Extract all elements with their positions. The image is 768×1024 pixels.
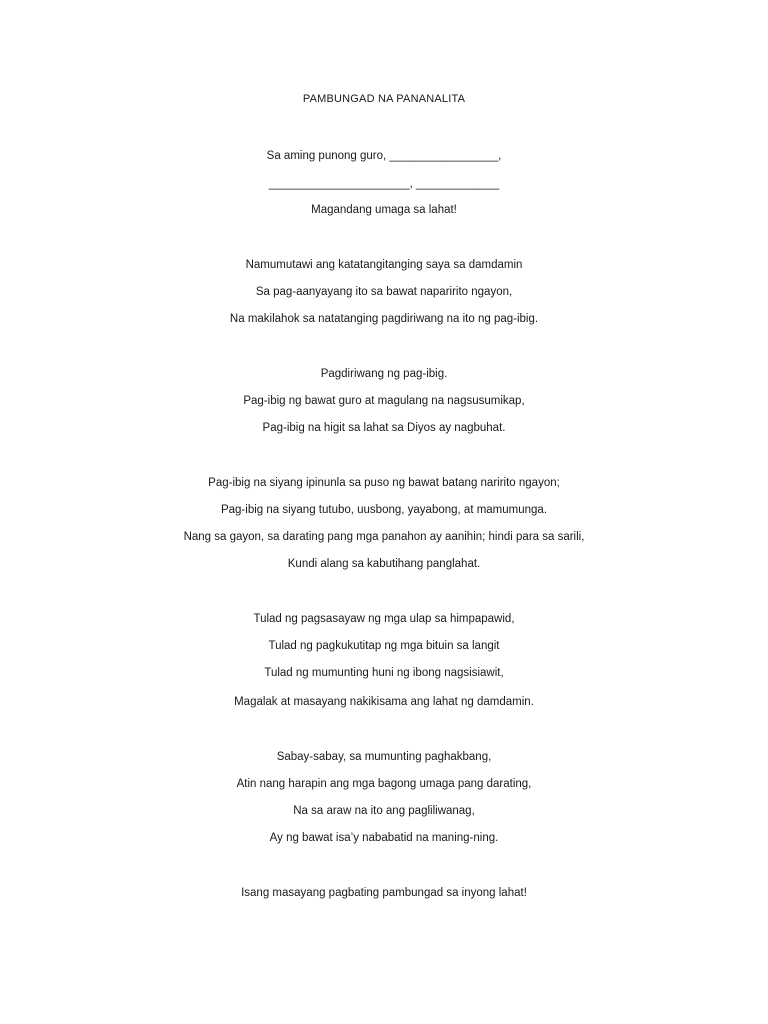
- stanza4-line-4: Magalak at masayang nakikisama ang lahat ng damdamin.: [234, 696, 534, 708]
- greeting-line-2: ______________________, _____________: [268, 178, 500, 190]
- stanza5-line-3: Na sa araw na ito ang pagliliwanag,: [293, 805, 475, 817]
- stanza1-line-2: Sa pag-aanyayang ito sa bawat naparirito ngayon,: [255, 286, 513, 298]
- stanza5-line-2: Atin nang harapin ang mga bagong umaga pang darating,: [236, 778, 532, 790]
- stanza2-line-3: Pag-ibig na higit sa lahat sa Diyos ay nagbuhat.: [262, 422, 506, 434]
- stanza3-line-4: Kundi alang sa kabutihang panglahat.: [287, 558, 481, 570]
- stanza2-line-2: Pag-ibig ng bawat guro at magulang na nagsusumikap,: [243, 395, 525, 407]
- stanza2-line-1: Pagdiriwang ng pag-ibig.: [320, 368, 448, 380]
- stanza4-line-3: Tulad ng mumunting huni ng ibong nagsisiawit,: [264, 667, 504, 679]
- closing-line: Isang masayang pagbating pambungad sa inyong lahat!: [241, 887, 527, 899]
- stanza3-line-3: Nang sa gayon, sa darating pang mga panahon ay aanihin; hindi para sa sarili,: [183, 531, 585, 543]
- document-title: PAMBUNGAD NA PANANALITA: [302, 93, 466, 105]
- stanza5-line-4: Ay ng bawat isa’y nababatid na maning-ning.: [269, 832, 499, 844]
- stanza1-line-1: Namumutawi ang katatangitanging saya sa damdamin: [245, 259, 523, 271]
- stanza4-line-1: Tulad ng pagsasayaw ng mga ulap sa himpapawid,: [253, 613, 515, 625]
- stanza5-line-1: Sabay-sabay, sa mumunting paghakbang,: [276, 751, 492, 763]
- stanza3-line-1: Pag-ibig na siyang ipinunla sa puso ng bawat batang naririto ngayon;: [208, 477, 560, 489]
- stanza4-line-2: Tulad ng pagkukutitap ng mga bituin sa langit: [268, 640, 500, 652]
- greeting-line-1: Sa aming punong guro, _________________,: [266, 150, 502, 162]
- stanza1-line-3: Na makilahok sa natatanging pagdiriwang na ito ng pag-ibig.: [229, 313, 539, 325]
- stanza3-line-2: Pag-ibig na siyang tutubo, uusbong, yayabong, at mamumunga.: [220, 504, 548, 516]
- greeting-line-3: Magandang umaga sa lahat!: [311, 204, 457, 216]
